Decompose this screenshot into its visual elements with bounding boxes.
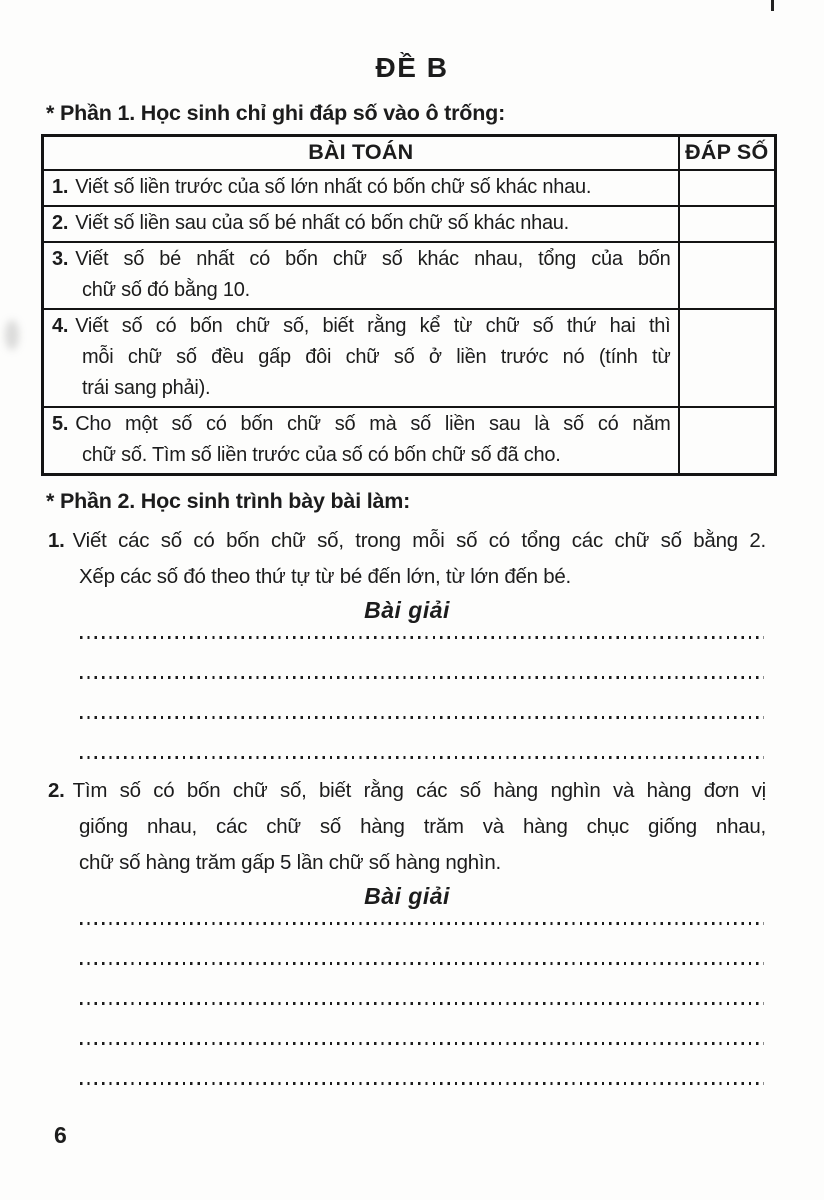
dotted-answer-line (80, 911, 764, 933)
dotted-answer-line (80, 727, 764, 767)
problem-cell (43, 206, 679, 242)
answer-cell (679, 170, 776, 206)
problem-text: mỗi chữ số đều gấp đôi chữ số ở liền trước nó (tính từ (82, 346, 671, 368)
part2-problem-2 (48, 773, 766, 881)
scan-artifact-mark (771, 0, 774, 11)
table-row (43, 242, 776, 309)
problem-number: 1. (52, 176, 69, 198)
problem-number: 1. (48, 529, 65, 552)
problem-text: Cho một số có bốn chữ số mà số liền sau là số có năm (75, 413, 671, 435)
problem-cell (43, 170, 679, 206)
problem-text: Tìm số có bốn chữ số, biết rằng các số hàng nghìn và hàng đơn vị (72, 779, 766, 802)
problem-number: 4. (52, 315, 69, 337)
table-header-row (43, 136, 776, 171)
problem-text: chữ số hàng trăm gấp 5 lần chữ số hàng nghìn. (79, 851, 501, 874)
page-title: ĐỀ B (375, 52, 449, 83)
problem-text: Viết số liền trước của số lớn nhất có bốn chữ số khác nhau. (75, 176, 592, 198)
solution-lines-problem-2 (80, 911, 764, 1093)
problem-text: Viết số có bốn chữ số, biết rằng kể từ chữ số thứ hai thì (75, 315, 671, 337)
problem-number: 2. (48, 779, 65, 802)
dotted-answer-line (80, 687, 764, 727)
solution-label: Bài giải (364, 597, 450, 623)
dotted-answer-line (80, 625, 764, 647)
part2-heading: * Phần 2. Học sinh trình bày bài làm: (46, 489, 411, 513)
part1-answer-table (41, 134, 777, 476)
page-number: 6 (54, 1122, 67, 1148)
solution-lines-problem-1 (80, 625, 764, 767)
problem-text: giống nhau, các chữ số hàng trăm và hàng chục giống nhau, (79, 815, 766, 838)
answer-cell (679, 309, 776, 407)
column-header-answer: ĐÁP SỐ (679, 136, 776, 171)
dotted-answer-line (80, 1013, 764, 1053)
answer-cell (679, 206, 776, 242)
dotted-answer-line (80, 647, 764, 687)
part2-problem-1 (48, 523, 766, 595)
answer-cell (679, 407, 776, 475)
solution-label: Bài giải (364, 883, 450, 909)
problem-text: Viết số bé nhất có bốn chữ số khác nhau, tổng của bốn (75, 248, 671, 270)
problem-number: 3. (52, 248, 69, 270)
problem-cell (43, 407, 679, 475)
part1-heading: * Phần 1. Học sinh chỉ ghi đáp số vào ô trống: (46, 101, 506, 125)
dotted-answer-line (80, 973, 764, 1013)
problem-text: trái sang phải). (82, 377, 211, 399)
column-header-problem: BÀI TOÁN (43, 136, 679, 171)
problem-cell (43, 242, 679, 309)
problem-cell (43, 309, 679, 407)
problem-text: chữ số đó bằng 10. (82, 279, 250, 301)
dotted-answer-line (80, 1053, 764, 1093)
table-row (43, 206, 776, 242)
problem-text: Viết các số có bốn chữ số, trong mỗi số có tổng các chữ số bằng 2. (72, 529, 766, 552)
problem-text: Xếp các số đó theo thứ tự từ bé đến lớn, từ lớn đến bé. (79, 565, 571, 588)
problem-number: 5. (52, 413, 69, 435)
table-row (43, 309, 776, 407)
table-row (43, 407, 776, 475)
problem-number: 2. (52, 212, 69, 234)
problem-text: Viết số liền sau của số bé nhất có bốn chữ số khác nhau. (75, 212, 569, 234)
problem-text: chữ số. Tìm số liền trước của số có bốn chữ số đã cho. (82, 444, 561, 466)
scan-artifact-smudge (5, 320, 19, 350)
table-row (43, 170, 776, 206)
answer-cell (679, 242, 776, 309)
dotted-answer-line (80, 933, 764, 973)
